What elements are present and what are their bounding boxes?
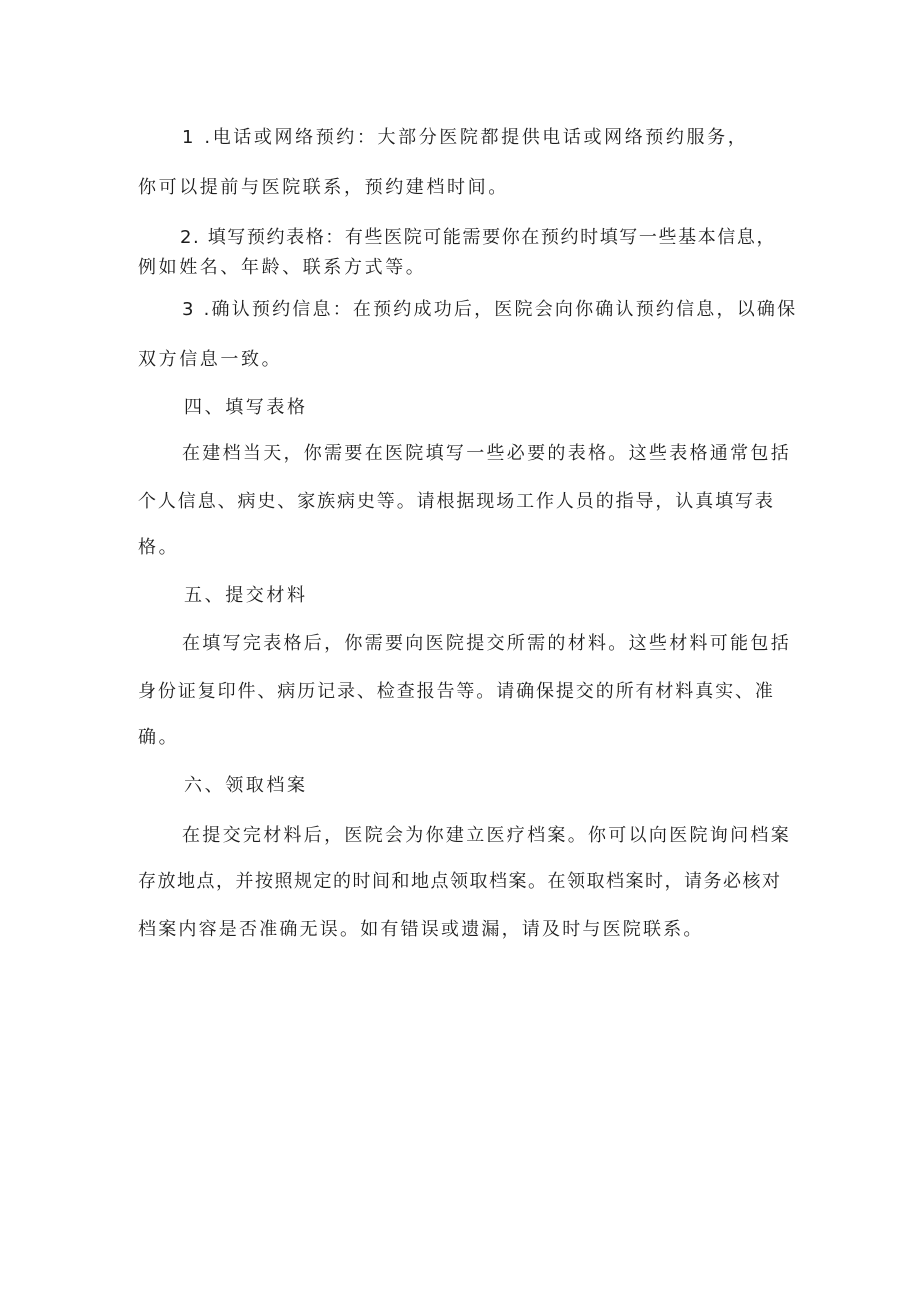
text-line: 在提交完材料后，医院会为你建立医疗档案。你可以向医院询问档案	[182, 825, 791, 846]
text-line: 存放地点，并按照规定的时间和地点领取档案。在领取档案时，请务必核对	[138, 871, 782, 892]
text-line: 格。	[138, 537, 180, 558]
section-heading: 四、填写表格	[184, 397, 308, 418]
text-line: 2. 填写预约表格：有些医院可能需要你在预约时填写一些基本信息，	[180, 227, 777, 248]
text-line: 档案内容是否准确无误。如有错误或遗漏，请及时与医院联系。	[138, 919, 704, 940]
text-line: 3 .确认预约信息：在预约成功后，医院会向你确认预约信息，以确保	[182, 299, 798, 320]
section-heading: 五、提交材料	[184, 585, 308, 606]
text-line: 身份证复印件、病历记录、检查报告等。请确保提交的所有材料真实、准	[138, 681, 775, 702]
text-line: 1 .电话或网络预约：大部分医院都提供电话或网络预约服务，	[182, 127, 749, 148]
text-line: 确。	[138, 727, 180, 748]
text-line: 在填写完表格后，你需要向医院提交所需的材料。这些材料可能包括	[182, 633, 791, 654]
text-line: 双方信息一致。	[138, 349, 283, 370]
text-line: 你可以提前与医院联系，预约建档时间。	[138, 177, 509, 198]
section-heading: 六、领取档案	[184, 775, 308, 796]
text-line: 个人信息、病史、家族病史等。请根据现场工作人员的指导，认真填写表	[138, 491, 775, 512]
text-line: 例如姓名、年龄、联系方式等。	[138, 257, 427, 278]
text-line: 在建档当天，你需要在医院填写一些必要的表格。这些表格通常包括	[182, 443, 791, 464]
